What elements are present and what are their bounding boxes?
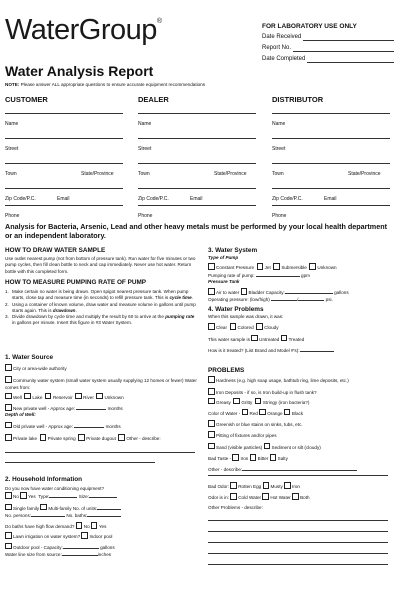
pitting-option[interactable]: Pitting of fixtures and/or pipes	[208, 431, 396, 439]
customer-zip-label: Zip Code/P.C.	[5, 196, 36, 202]
sand-sediment-options: Sand (visible particles) Sediment or silt (cloudy)	[208, 443, 396, 451]
dealer-zip-label: Zip Code/P.C.	[138, 196, 169, 202]
dealer-zip-input[interactable]	[138, 188, 256, 189]
pumping-rate-steps	[5, 289, 200, 327]
bladder-checkbox[interactable]	[241, 288, 248, 295]
other-problems-line-4[interactable]	[208, 553, 388, 554]
sediment-checkbox[interactable]	[264, 443, 271, 450]
water-source-heading: 1. Water Source	[5, 354, 54, 361]
source-lake[interactable]: Lake	[24, 395, 42, 400]
water-system-heading: 3. Water System	[208, 247, 258, 254]
report-title: Water Analysis Report	[5, 63, 154, 79]
odor-cold[interactable]: Cold Water	[230, 495, 261, 500]
distributor-phone-input[interactable]	[272, 205, 390, 206]
color-of-water: Color of Water - Red Orange Black	[208, 410, 304, 416]
customer-town-input[interactable]	[5, 163, 123, 164]
odor-hot[interactable]: Hot Water	[262, 495, 291, 500]
source-well[interactable]: Well	[5, 395, 22, 400]
stringy-option[interactable]: Stringy (iron bacteria?)	[255, 400, 309, 405]
high-flow-question: Do baths have high flow demand? No Yes	[5, 524, 107, 530]
other-problems-label: Other Problems - describe:	[208, 504, 263, 510]
lawn-checkbox[interactable]	[5, 532, 12, 539]
report-note: NOTE: Please answer ALL appropriate questions to ensure accurate equipment recommendations	[5, 82, 206, 87]
odor-musty[interactable]: Musty	[263, 484, 283, 489]
watergroup-logo: WaterGroup®	[5, 14, 162, 46]
customer-phone-input[interactable]	[5, 205, 123, 206]
outdoor-pool-option[interactable]: Outdoor pool - Capacity: gallons	[5, 543, 200, 551]
new-well-option[interactable]: New private well - Approx age: months	[5, 404, 200, 412]
distributor-heading: DISTRIBUTOR	[272, 95, 324, 104]
pumping-rate-field[interactable]: Pumping rate of pump: gpm	[208, 272, 310, 278]
color-orange[interactable]: Orange	[259, 411, 282, 416]
water-line-size[interactable]: Water line size from source: inches	[5, 552, 112, 558]
clarity-clear[interactable]: Clear	[208, 325, 227, 330]
depth-of-well: Depth of Well:	[5, 412, 36, 418]
lab-report-no[interactable]: Report No.	[262, 45, 394, 52]
distributor-town-label: Town	[272, 171, 284, 177]
dealer-name-label: Name	[138, 121, 152, 127]
old-well-option[interactable]: Old private well - Approx age: months	[5, 422, 200, 430]
lab-date-completed[interactable]: Date Completed	[262, 56, 394, 63]
distributor-phone-label: Phone	[272, 213, 287, 219]
sand-checkbox[interactable]	[208, 443, 215, 450]
distributor-state-label: State/Province	[348, 171, 381, 177]
customer-street-label: Street	[5, 146, 19, 152]
air-to-water-checkbox[interactable]	[208, 288, 215, 295]
odor-iron[interactable]: Iron	[284, 484, 300, 489]
conditioning-yes[interactable]	[20, 492, 27, 499]
indoor-pool-checkbox[interactable]	[81, 532, 88, 539]
odor-rotten-egg[interactable]: Rotten Egg	[230, 484, 261, 489]
how-treated-field[interactable]: How is it treated? (List Brand and Model #'s):	[208, 347, 396, 354]
distributor-street-label: Street	[272, 146, 286, 152]
step-1: 1. Make certain no water is being drawn. Open spigot nearest pressure tank. When pump starts, close tap and measure time (in seconds) to refill pressure tank. This is cycle time.	[5, 289, 193, 301]
private-spring-option[interactable]: Private spring	[40, 436, 76, 441]
source-options	[5, 393, 200, 401]
private-lake-option[interactable]: Private lake	[5, 436, 37, 441]
household-section	[5, 486, 200, 558]
draw-sample-text: Use outlet nearest pump (not from bottom of pressure tank). Run water for five minutes or two pump cycles, then fill clean bottle to neck and cap immediately. Never use hot water. Return bottle with this completed form.	[5, 256, 196, 274]
pump-unknown[interactable]: Unknown	[309, 265, 336, 270]
tank-options: Air to water Bladder Capacity: gallons	[208, 288, 396, 296]
water-problems-heading: 4. Water Problems	[208, 306, 264, 313]
customer-heading: CUSTOMER	[5, 95, 48, 104]
greenish-option[interactable]: Greenish or blue stains on sinks, tubs, etc.	[208, 420, 396, 428]
bad-odor: Bad Odor: Rotten Egg Musty Iron	[208, 484, 300, 489]
pressure-tank-label: Pressure Tank	[208, 278, 240, 284]
gritty-option[interactable]: Gritty	[233, 400, 252, 405]
pump-jet[interactable]: Jet	[257, 265, 271, 270]
step-2: 2. Using a container of known volume, draw water and measure volume in gallons until pump starts again. This is drawdown.	[5, 301, 196, 313]
sample-drawn-question: When this sample was drawn, it was:	[208, 314, 284, 319]
distributor-town-input[interactable]	[272, 163, 390, 164]
city-checkbox[interactable]	[5, 364, 12, 371]
other-problems-line-3[interactable]	[208, 542, 388, 543]
greasy-options	[208, 398, 396, 406]
taste-iron[interactable]: Iron	[232, 456, 248, 461]
other-source-line[interactable]	[5, 452, 195, 453]
household-heading: 2. Household Information	[5, 476, 83, 483]
customer-state-label: State/Province	[81, 171, 114, 177]
bad-taste: Bad Taste - Iron Bitter Salty	[208, 456, 288, 462]
odor-location: Odor is in: Cold Water Hot Water Both	[208, 495, 310, 501]
distributor-name-label: Name	[272, 121, 286, 127]
dealer-state-label: State/Province	[214, 171, 247, 177]
draw-sample-heading: HOW TO DRAW WATER SAMPLE	[5, 247, 106, 254]
customer-name-label: Name	[5, 121, 19, 127]
untreated-checkbox[interactable]	[251, 335, 258, 342]
pump-submersible[interactable]: Submersible	[273, 265, 307, 270]
multi-family-checkbox[interactable]	[40, 504, 47, 511]
customer-town-label: Town	[5, 171, 17, 177]
conditioning-answer: No Yes Type: Size:	[5, 492, 200, 500]
other-problem-field[interactable]: Other - describe:	[208, 466, 396, 473]
hardness-option[interactable]: Hardness (e.g. high soap usage, bathtub ring, lime deposits, etc.)	[208, 376, 396, 384]
other-source-option[interactable]: Other - describe:	[118, 436, 160, 441]
other-problem-line[interactable]	[208, 475, 388, 476]
distributor-name-input[interactable]	[272, 113, 390, 114]
treated-question: This water sample is Untreated Treated	[208, 336, 305, 342]
other-problems-line-2[interactable]	[208, 531, 388, 532]
taste-bitter[interactable]: Bitter	[250, 456, 269, 461]
step-3: 3. Divide drawdown by cycle time and multiply the result by 60 to arrive at the pumping rate in gallons per minute. Insert this figure in #3 Water System.	[5, 314, 195, 326]
color-black[interactable]: Black	[284, 411, 303, 416]
persons-baths: No. persons: No. baths:	[5, 512, 200, 519]
customer-street-input[interactable]	[5, 138, 123, 139]
lab-use-title: FOR LABORATORY USE ONLY	[262, 23, 357, 30]
dealer-name-input[interactable]	[138, 113, 256, 114]
well-type-options	[5, 434, 200, 442]
clarity-colored[interactable]: Colored	[230, 325, 254, 330]
distributor-zip-input[interactable]	[272, 188, 390, 189]
problems-heading: PROBLEMS	[208, 367, 245, 374]
other-source-line-2[interactable]	[5, 462, 155, 463]
distributor-email-label: Email	[324, 196, 337, 202]
lab-warning: Analysis for Bacteria, Arsenic, Lead and other heavy metals must be performed by your local health department or an independent laboratory.	[5, 222, 387, 240]
treated-checkbox[interactable]	[281, 335, 288, 342]
high-flow-no[interactable]	[76, 522, 83, 529]
pumping-rate-heading: HOW TO MEASURE PUMPING RATE OF PUMP	[5, 279, 147, 286]
source-river[interactable]: River	[75, 395, 94, 400]
dealer-town-input[interactable]	[138, 163, 256, 164]
odor-section	[208, 482, 396, 511]
source-reservoir[interactable]: Reservoir	[45, 395, 73, 400]
lawn-pool-options: Lawn irrigation on water system? Indoor pool	[5, 532, 200, 540]
lab-date-received[interactable]: Date Received	[262, 34, 394, 41]
dealer-street-label: Street	[138, 146, 152, 152]
high-flow-yes[interactable]	[91, 522, 98, 529]
family-options: Single family Multi-family No. of units:	[5, 504, 200, 512]
color-red[interactable]: Red	[242, 411, 258, 416]
community-option[interactable]: Community water system (small water system usually supplying 12 homes or fewer) Water comes from:	[5, 378, 197, 390]
city-option[interactable]: City or area-wide authority	[5, 364, 200, 372]
type-of-pump-label: Type of Pump	[208, 255, 239, 260]
clarity-cloudy[interactable]: Cloudy	[256, 325, 278, 330]
distributor-street-input[interactable]	[272, 138, 390, 139]
dealer-email-label: Email	[190, 196, 203, 202]
community-checkbox[interactable]	[5, 376, 12, 383]
customer-email-label: Email	[57, 196, 70, 202]
customer-phone-label: Phone	[5, 213, 20, 219]
odor-both[interactable]: Both	[292, 495, 309, 500]
dealer-street-input[interactable]	[138, 138, 256, 139]
dealer-phone-input[interactable]	[138, 205, 256, 206]
iron-deposits-option[interactable]: Iron Deposits - if so, is Iron build-up in flush tank?	[208, 388, 396, 396]
pump-constant[interactable]: Constant Pressure	[208, 265, 254, 270]
water-problems-section	[208, 314, 396, 354]
water-source-section	[5, 364, 200, 442]
dealer-heading: DEALER	[138, 95, 169, 104]
water-system-section	[208, 255, 396, 304]
customer-zip-input[interactable]	[5, 188, 123, 189]
problems-section	[208, 376, 396, 474]
conditioning-no[interactable]	[5, 492, 12, 499]
customer-name-input[interactable]	[5, 113, 123, 114]
distributor-zip-label: Zip Code/P.C.	[272, 196, 303, 202]
conditioning-question: Do you now have water conditioning equipment?	[5, 486, 105, 491]
greasy-option[interactable]: Greasy	[208, 400, 231, 405]
taste-salty[interactable]: Salty	[270, 456, 288, 461]
source-unknown[interactable]: Unknown	[96, 395, 123, 400]
pump-options	[208, 263, 396, 271]
private-dugout-option[interactable]: Private dugout	[78, 436, 116, 441]
other-problems-line-1[interactable]	[208, 520, 388, 521]
dealer-phone-label: Phone	[138, 213, 153, 219]
dealer-town-label: Town	[138, 171, 150, 177]
operating-pressure-field[interactable]: Operating pressure: (low/high) / psi.	[208, 297, 333, 303]
single-family-checkbox[interactable]	[5, 504, 12, 511]
clarity-options	[208, 323, 396, 331]
other-problems-line-5[interactable]	[208, 564, 388, 565]
